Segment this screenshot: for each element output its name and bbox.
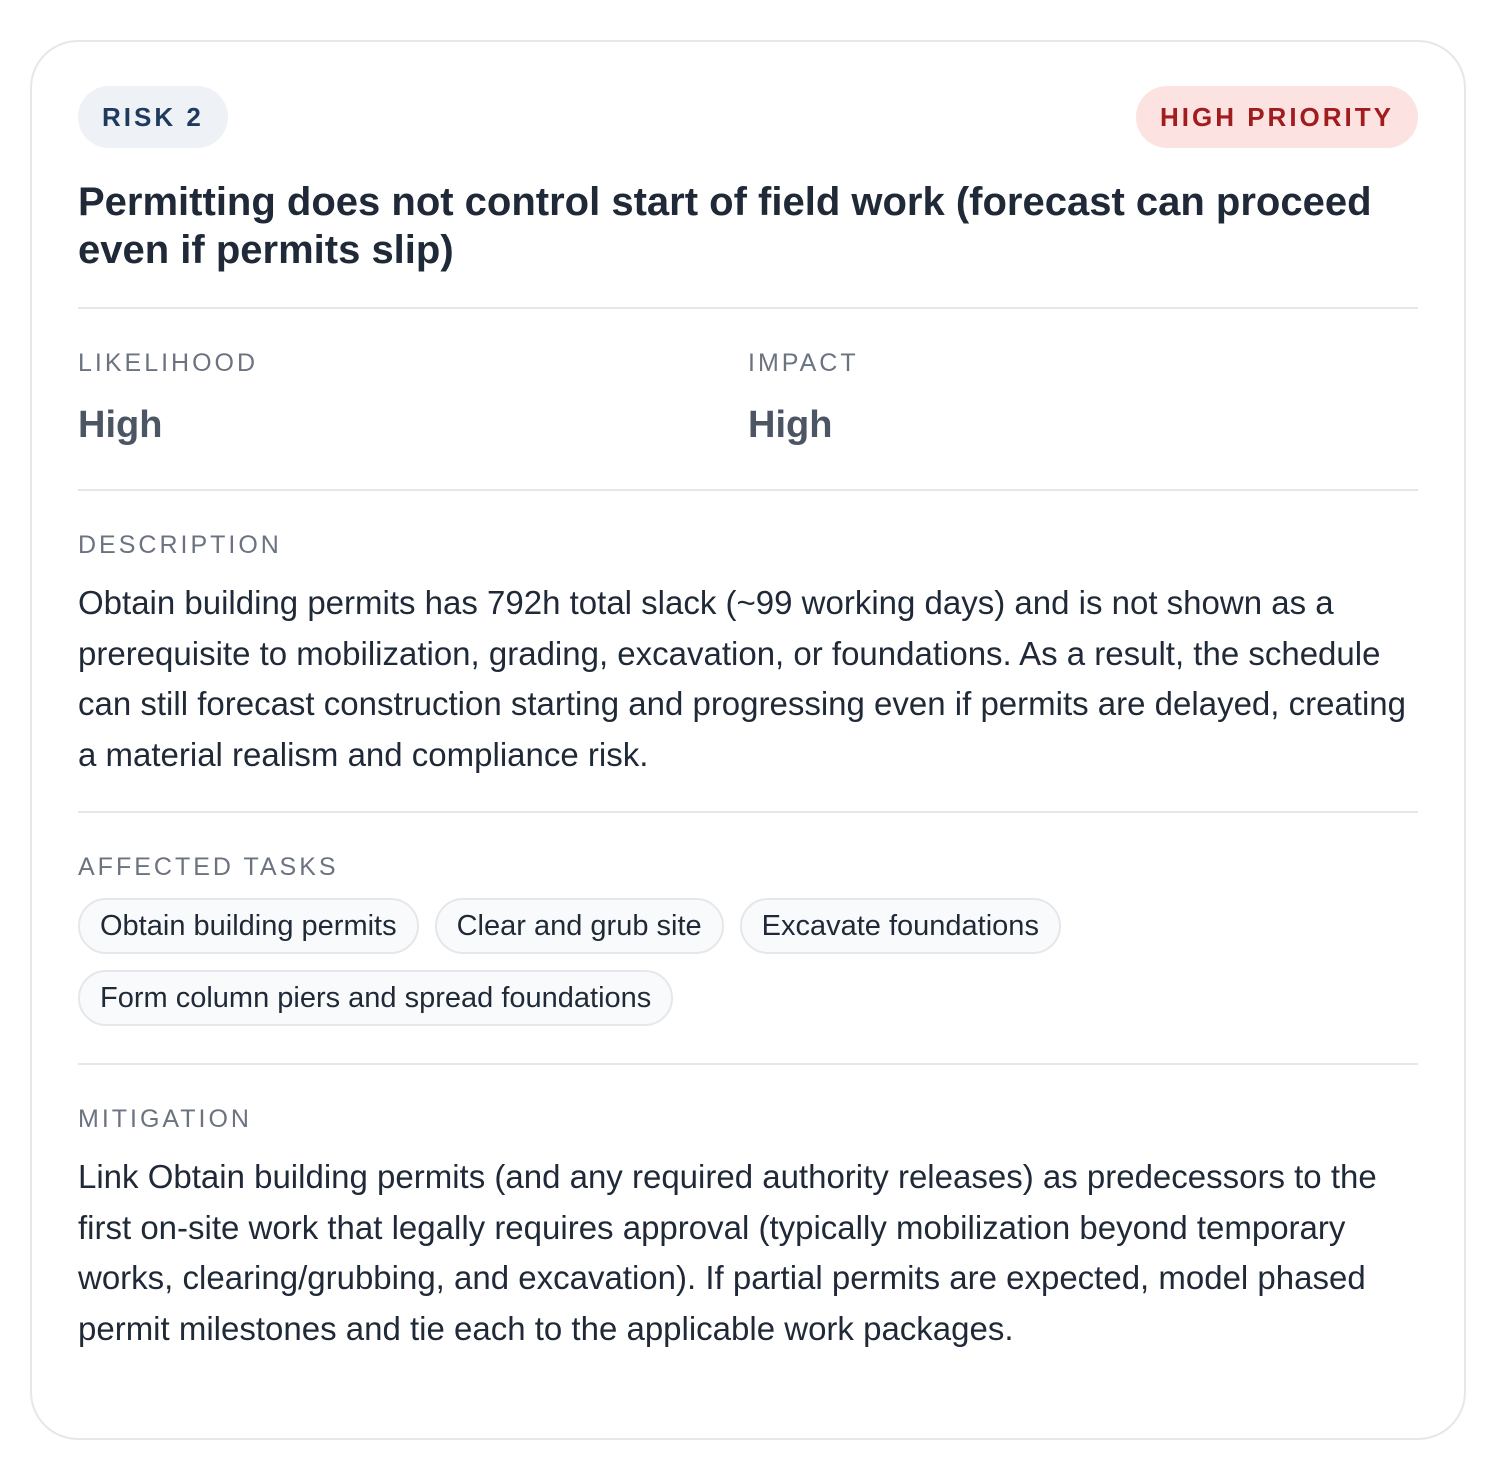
description-label: DESCRIPTION: [78, 531, 282, 559]
task-chip: Excavate foundations: [740, 898, 1061, 954]
task-chip: Clear and grub site: [435, 898, 724, 954]
mitigation-section: [78, 1065, 1418, 1354]
task-chip: Form column piers and spread foundations: [78, 970, 673, 1026]
likelihood-value: High: [78, 404, 163, 446]
task-chip: Obtain building permits: [78, 898, 419, 954]
risk-metrics: [78, 309, 1418, 489]
mitigation-text: Link Obtain building permits (and any required authority releases) as predecessors to the first on-site work that legally requires approval (typically mobilization beyond temporary works, clearing/grubbing, and excavation). If partial permits are expected, model phased permit milestones and tie each to the applicable work packages.: [78, 1158, 1377, 1347]
mitigation-label: MITIGATION: [78, 1105, 252, 1133]
affected-tasks-section: [78, 813, 1418, 1063]
impact-label: IMPACT: [748, 349, 859, 377]
likelihood-metric: [78, 349, 748, 489]
description-section: [78, 491, 1418, 811]
card-header: [78, 86, 1418, 148]
likelihood-label: LIKELIHOOD: [78, 349, 259, 377]
impact-metric: [748, 349, 1418, 489]
impact-value: High: [748, 404, 833, 446]
task-chip-list: [78, 898, 1178, 1026]
priority-badge: HIGH PRIORITY: [1136, 86, 1418, 148]
description-text: Obtain building permits has 792h total slack (~99 working days) and is not shown as a prerequisite to mobilization, grading, excavation, or foundations. As a result, the schedule can still forecast construction starting and progressing even if permits are delayed, creating a material realism and compliance risk.: [78, 584, 1407, 773]
risk-card: [30, 40, 1466, 1440]
affected-tasks-label: AFFECTED TASKS: [78, 853, 339, 881]
risk-title: Permitting does not control start of field work (forecast can proceed even if permits slip): [78, 180, 1372, 272]
risk-number-badge: RISK 2: [78, 86, 228, 148]
